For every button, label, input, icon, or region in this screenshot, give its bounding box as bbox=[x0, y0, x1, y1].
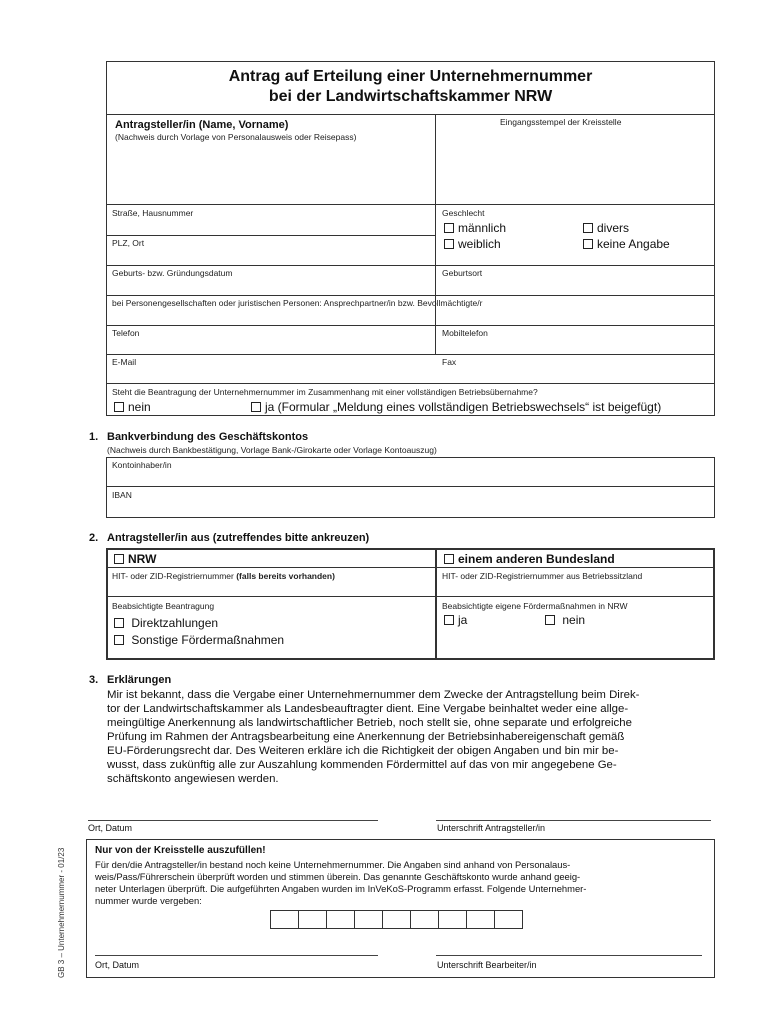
intended-label: Beabsichtigte Beantragung bbox=[112, 601, 215, 611]
declaration-line: tor der Landwirtschaftskammer als Landesbeauftragter dient. Eine Vergabe beinhaltet weder eine allge- bbox=[107, 703, 629, 715]
clerk-signature-label: Unterschrift Bearbeiter/in bbox=[437, 960, 537, 970]
digit-box[interactable] bbox=[382, 910, 411, 929]
applicant-signature-label: Unterschrift Antragsteller/in bbox=[437, 823, 546, 833]
takeover-yes-checkbox[interactable] bbox=[251, 402, 261, 412]
birth-place-label: Geburtsort bbox=[442, 268, 483, 278]
account-holder-label: Kontoinhaber/in bbox=[112, 460, 172, 470]
nrw-option[interactable]: NRW bbox=[114, 552, 156, 566]
email-label: E-Mail bbox=[112, 357, 137, 367]
office-text bbox=[95, 859, 710, 907]
digit-box[interactable] bbox=[298, 910, 327, 929]
own-measures-label: Beabsichtigte eigene Fördermaßnahmen in NRW bbox=[442, 601, 628, 611]
other-measures-checkbox[interactable] bbox=[114, 635, 124, 645]
direct-payments-checkbox[interactable] bbox=[114, 618, 124, 628]
street-label: Straße, Hausnummer bbox=[112, 208, 194, 218]
digit-box[interactable] bbox=[270, 910, 299, 929]
other-measures-option[interactable]: Sonstige Fördermaßnahmen bbox=[114, 633, 284, 647]
section1-heading: Bankverbindung des Geschäftskontos bbox=[107, 431, 309, 443]
declaration-line: meingültige Anerkennung als landwirtschaftlicher Betrieb, noch stellt sie, ohne separate und erfolgreiche bbox=[107, 717, 632, 729]
office-place-date-line[interactable] bbox=[95, 955, 378, 956]
office-line: Für den/die Antragsteller/in bestand noch keine Unternehmernummer. Die Angaben sind anhand von Personalaus- bbox=[95, 859, 571, 870]
section1-note: (Nachweis durch Bankbestätigung, Vorlage Bank-/Girokarte oder Vorlage Kontoauszug) bbox=[107, 445, 437, 455]
nrw-checkbox[interactable] bbox=[114, 554, 124, 564]
section3-heading: Erklärungen bbox=[107, 674, 172, 686]
digit-box[interactable] bbox=[438, 910, 467, 929]
gender-male-option[interactable]: männlich bbox=[444, 221, 506, 235]
birth-date-label: Geburts- bzw. Gründungsdatum bbox=[112, 268, 233, 278]
section2-heading: Antragsteller/in aus (zutreffendes bitte ankreuzen) bbox=[107, 532, 370, 544]
title-box bbox=[106, 61, 715, 115]
hit-nrw-label: HIT- oder ZID-Registriernummer (falls bereits vorhanden) bbox=[112, 571, 335, 581]
gender-female-option[interactable]: weiblich bbox=[444, 237, 501, 251]
office-line: nummer wurde vergeben: bbox=[95, 895, 202, 906]
applicant-signature-line[interactable] bbox=[436, 820, 711, 821]
applicant-note: (Nachweis durch Vorlage von Personalausweis oder Reisepass) bbox=[115, 132, 357, 142]
digit-box[interactable] bbox=[494, 910, 523, 929]
digit-box[interactable] bbox=[410, 910, 439, 929]
title-line-2: bei der Landwirtschaftskammer NRW bbox=[268, 88, 553, 105]
section2-number: 2. bbox=[89, 532, 99, 544]
gender-none-option[interactable]: keine Angabe bbox=[583, 237, 670, 251]
takeover-no-checkbox[interactable] bbox=[114, 402, 124, 412]
own-measures-yes-option[interactable]: ja bbox=[444, 613, 467, 627]
gender-label: Geschlecht bbox=[442, 208, 485, 218]
mobile-label: Mobiltelefon bbox=[442, 328, 488, 338]
office-line: weis/Pass/Führerschein überprüft worden und stimmen überein. Das genannte Geschäftskonto wurde anhand geeig- bbox=[95, 871, 581, 882]
other-state-option[interactable]: einem anderen Bundesland bbox=[444, 552, 615, 566]
digit-box[interactable] bbox=[354, 910, 383, 929]
contact-person-label: bei Personengesellschaften oder juristischen Personen: Ansprechpartner/in bzw. Bevollmächtigte/r bbox=[112, 298, 483, 308]
stamp-label: Eingangsstempel der Kreisstelle bbox=[500, 117, 622, 127]
female-checkbox[interactable] bbox=[444, 239, 454, 249]
declaration-line: schäftskonto angewiesen werden. bbox=[107, 773, 279, 785]
fax-label: Fax bbox=[442, 357, 457, 367]
digit-box[interactable] bbox=[326, 910, 355, 929]
place-date-line[interactable] bbox=[88, 820, 378, 821]
other-state-checkbox[interactable] bbox=[444, 554, 454, 564]
no-answer-checkbox[interactable] bbox=[583, 239, 593, 249]
section1-number: 1. bbox=[89, 431, 99, 443]
declaration-text bbox=[107, 688, 717, 786]
gender-diverse-option[interactable]: divers bbox=[583, 221, 629, 235]
male-checkbox[interactable] bbox=[444, 223, 454, 233]
takeover-question: Steht die Beantragung der Unternehmernummer im Zusammenhang mit einer vollständigen Betriebsübernahme? bbox=[112, 387, 538, 397]
own-measures-no-checkbox[interactable] bbox=[545, 615, 555, 625]
place-date-label: Ort, Datum bbox=[88, 823, 133, 833]
section3-number: 3. bbox=[89, 674, 99, 686]
diverse-checkbox[interactable] bbox=[583, 223, 593, 233]
declaration-line: Prüfung im Rahmen der Antragsbearbeitung eine Anerkennung der Betriebsinhabereigenschaft gemäß bbox=[107, 731, 625, 743]
form-code-label: GB 3 – Unternehmernummer - 01/23 bbox=[57, 847, 66, 978]
direct-payments-option[interactable]: Direktzahlungen bbox=[114, 616, 218, 630]
office-line: neter Unterlagen überprüft. Die aufgeführten Angaben wurden im InVeKoS-Programm erfasst. Folgende Unternehmer- bbox=[95, 883, 587, 894]
takeover-no-option[interactable]: nein bbox=[114, 400, 151, 414]
own-measures-yes-checkbox[interactable] bbox=[444, 615, 454, 625]
bank-box bbox=[106, 457, 715, 518]
office-heading: Nur von der Kreisstelle auszufüllen! bbox=[95, 845, 266, 856]
declaration-line: Mir ist bekannt, dass die Vergabe einer Unternehmernummer dem Zwecke der Antragstellung beim Direk- bbox=[107, 689, 640, 701]
digit-box[interactable] bbox=[466, 910, 495, 929]
applicant-heading: Antragsteller/in (Name, Vorname) bbox=[115, 119, 289, 131]
zip-city-label: PLZ, Ort bbox=[112, 238, 145, 248]
number-boxes[interactable] bbox=[271, 910, 523, 934]
hit-other-label: HIT- oder ZID-Registriernummer aus Betriebssitzland bbox=[442, 571, 643, 581]
phone-label: Telefon bbox=[112, 328, 140, 338]
iban-label: IBAN bbox=[112, 490, 132, 500]
office-place-date-label: Ort, Datum bbox=[95, 960, 140, 970]
own-measures-no-option[interactable]: nein bbox=[545, 613, 585, 627]
clerk-signature-line[interactable] bbox=[436, 955, 702, 956]
declaration-line: EU-Förderungsrecht dar. Des Weiteren erkläre ich die Richtigkeit der obigen Angaben und bin mir be- bbox=[107, 745, 619, 757]
takeover-yes-option[interactable]: ja (Formular „Meldung eines vollständigen Betriebswechsels“ ist beigefügt) bbox=[251, 400, 661, 414]
declaration-line: wusst, dass zukünftig alle zur Auszahlung kommenden Fördermittel auf das von mir angegebene Ge- bbox=[107, 759, 617, 771]
title-line-1: Antrag auf Erteilung einer Unternehmernummer bbox=[228, 68, 593, 85]
